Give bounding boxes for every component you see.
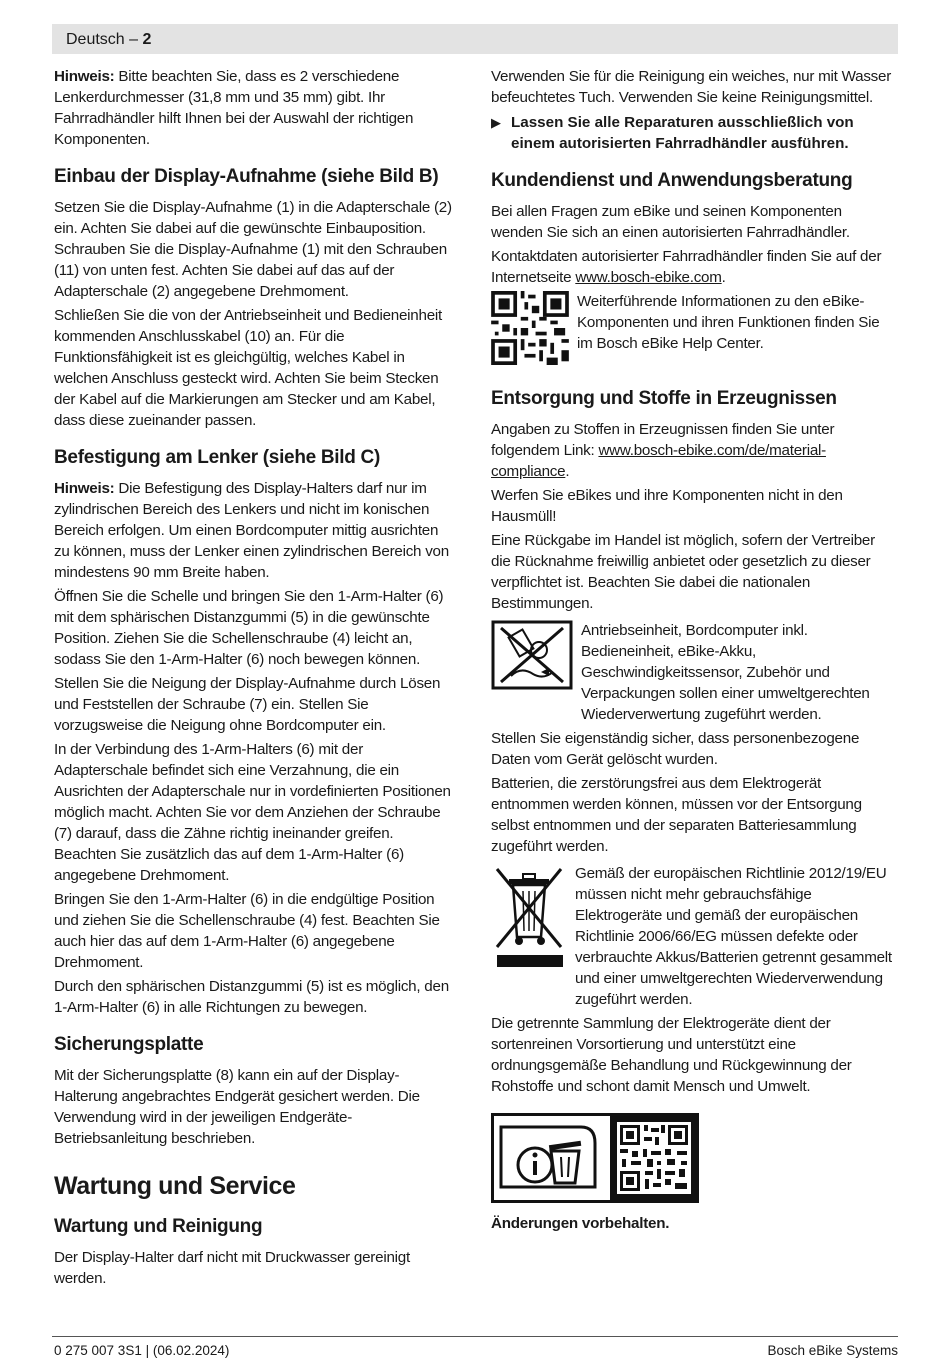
paragraph-entsorgung-1 [491,419,897,482]
note-text: Die Befestigung des Display-Halters darf nur im zylindrischen Bereich des Lenkers und nicht im konischen Bereich erfolgen. Um einen Bordcomputer mittig ausrichten zu können, muss der Lenker einen zylindrischen Bereich von mindestens 90 mm Breite haben. [54,480,449,581]
paragraph-entsorgung-6: Batterien, die zerstörungsfrei aus dem Elektrogerät entnommen werden können, müssen vor der Entsorgung selbst entnommen und der separaten Batteriesammlung zugeführt werden. [491,775,862,855]
material-compliance-link[interactable]: www.bosch-ebike.com/de/material-compliance [491,442,826,480]
heading-wartung-service: Wartung und Service [54,1172,296,1200]
paragraph-help-center: Weiterführende Informationen zu den eBike-Komponenten und ihren Funktionen finden Sie im Bosch eBike Help Center. [577,293,880,352]
period: . [721,269,726,286]
heading-kundendienst: Kundendienst und Anwendungsberatung [491,170,853,191]
recycling-info-graphic [491,1113,897,1203]
paragraph-entsorgung-5: Stellen Sie eigenständig sicher, dass personenbezogene Daten vom Gerät gelöscht wurden. [491,730,860,768]
triangle-right-icon: ▶ [491,115,501,130]
paragraph-entsorgung-2: Werfen Sie eBikes und ihre Komponenten nicht in den Hausmüll! [491,487,843,525]
qr-code-icon[interactable] [491,291,569,365]
heading-befestigung: Befestigung am Lenker (siehe Bild C) [54,447,380,468]
note-label: Hinweis: [54,480,115,497]
recycling-block [491,620,897,728]
note-befestigung [54,478,456,583]
help-center-block [491,291,897,365]
paragraph-befestigung-3: In der Verbindung des 1-Arm-Halters (6) mit der Adapterschale befindet sich eine Verzahnung, die ein Ausrichten der Adapterschale nur in vordefinierten Positionen möglich macht. Achten Sie vor dem Anziehen der Schraube (7) darauf, dass die Zähne richtig ineinander greifen. Beachten Sie zusätzlich das auf dem 1-Arm-Halter (6) angegebene Drehmoment. [54,741,451,884]
weee-block [491,863,897,1013]
note-label: Hinweis: [54,68,115,85]
footer-divider [52,1336,898,1337]
paragraph-kundendienst-1: Bei allen Fragen zum eBike und seinen Komponenten wenden Sie sich an einen autorisierten Fahrradhändler. [491,203,850,241]
paragraph-tuch: Verwenden Sie für die Reinigung ein weiches, nur mit Wasser befeuchtetes Tuch. Verwenden Sie keine Reinigungsmittel. [491,68,892,106]
heading-entsorgung: Entsorgung und Stoffe in Erzeugnissen [491,388,837,409]
header-separator: – [124,31,143,48]
page-header [52,24,898,54]
header-language: Deutsch [66,31,125,48]
paragraph-einbau-2: Schließen Sie die von der Antriebseinheit und Bedieneinheit kommenden Anschlusskabel (10) an. Für die Funktionsfähigkeit ist es gleichgültig, welches Kabel in welchen Anschluss gesteckt wird. Achten Sie beim Stecken der Kabel auf die Markierungen am Stecker und am Kabel, dass diese zueinander passen. [54,307,442,429]
heading-sicherungsplatte: Sicherungsplatte [54,1034,204,1055]
paragraph-einbau-1: Setzen Sie die Display-Aufnahme (1) in die Adapterschale (2) ein. Achten Sie dabei auf die gewünschte Einbauposition. Schrauben Sie die Display-Aufnahme (1) mit den Schrauben (11) von unten fest. Achten Sie dabei auf das auf der Adapterschale (2) angegebene Drehmoment. [54,199,452,300]
paragraph-sicherungsplatte: Mit der Sicherungsplatte (8) kann ein auf der Display-Halterung angebrachtes Endgerät gesichert werden. Die Verwendung wird in der jeweiligen Endgeräte-Betriebsanleitung beschrieben. [54,1067,420,1147]
material-text: Angaben zu Stoffen in Erzeugnissen finden Sie unter folgendem Link: [491,421,835,459]
note-handlebar-diameter [54,66,456,150]
period: . [565,463,570,480]
footer-doc-code: 0 275 007 3S1 | (06.02.2024) [54,1343,230,1358]
paragraph-entsorgung-3: Eine Rückgabe im Handel ist möglich, sofern der Vertreiber die Rücknahme freiwillig anbietet oder gesetzlich zu dieser verpflichtet ist. Beachten Sie dabei die nationalen Bestimmungen. [491,532,875,612]
website-link[interactable]: www.bosch-ebike.com [575,269,722,286]
changes-reserved: Änderungen vorbehalten. [491,1215,670,1232]
paragraph-entsorgung-7: Gemäß der europäischen Richtlinie 2012/19/EU müssen nicht mehr gebrauchsfähige Elektrogeräte und gemäß der europäischen Richtlinie 2006/66/EG müssen defekte oder verbrauchte Akkus/Batterien getrennt gesammelt und einer umweltgerechten Wiederverwendung zugeführt werden. [575,865,892,1008]
instruction-text: Lassen Sie alle Reparaturen ausschließlich von einem autorisierten Fahrradhändler ausführen. [511,114,854,152]
header-title [66,29,151,50]
paragraph-entsorgung-8: Die getrennte Sammlung der Elektrogeräte dient der sortenreinen Vorsortierung und unterstützt eine ordnungsgemäße Behandlung und Rückgewinnung der Rohstoffe und schont damit Mensch und Umwelt. [491,1015,852,1095]
footer-brand: Bosch eBike Systems [767,1343,898,1358]
paragraph-befestigung-5: Durch den sphärischen Distanzgummi (5) ist es möglich, den 1-Arm-Halter (6) in alle Richtungen zu bewegen. [54,978,449,1016]
contact-text: Kontaktdaten autorisierter Fahrradhändler finden Sie auf der Internetseite [491,248,882,286]
right-column [491,66,897,1237]
note-text: Bitte beachten Sie, dass es 2 verschiedene Lenkerdurchmesser (31,8 mm und 35 mm) gibt. Ihr Fahrradhändler hilft Ihnen bei der Auswahl der richtigen Komponenten. [54,68,414,148]
paragraph-befestigung-4: Bringen Sie den 1-Arm-Halter (6) in die endgültige Position und ziehen Sie die Schellenschraube (4) fest. Beachten Sie auch hier das auf dem 1-Arm-Halter (6) angegebene Drehmoment. [54,891,440,971]
recycling-qr-code [617,1122,691,1194]
heading-wartung-reinigung: Wartung und Reinigung [54,1216,263,1237]
instruction-repairs [491,112,897,154]
paragraph-entsorgung-4: Antriebseinheit, Bordcomputer inkl. Bedieneinheit, eBike-Akku, Geschwindigkeitssensor, Zubehör und Verpackungen sollen einer umweltgerechten Wiederverwertung zugeführt werden. [581,622,870,723]
paragraph-befestigung-1: Öffnen Sie die Schelle und bringen Sie den 1-Arm-Halter (6) mit dem sphärischen Distanzgummi (5) in die gewünschte Position. Ziehen Sie die Schellenschraube (4) leicht an, sodass Sie den 1-Arm-Halter (6) noch bewegen können. [54,588,444,668]
heading-einbau: Einbau der Display-Aufnahme (siehe Bild B) [54,166,439,187]
crossed-bin-icon [491,863,567,975]
left-column [54,66,456,1292]
paragraph-befestigung-2: Stellen Sie die Neigung der Display-Aufnahme durch Lösen und Feststellen der Schraube (7) ein. Stellen Sie vorzugsweise die Neigung ohne Bordcomputer ein. [54,675,441,734]
paragraph-kundendienst-2 [491,246,897,288]
paragraph-reinigung: Der Display-Halter darf nicht mit Druckwasser gereinigt werden. [54,1249,410,1287]
no-household-waste-icon [491,620,573,696]
page-number: 2 [142,31,152,48]
